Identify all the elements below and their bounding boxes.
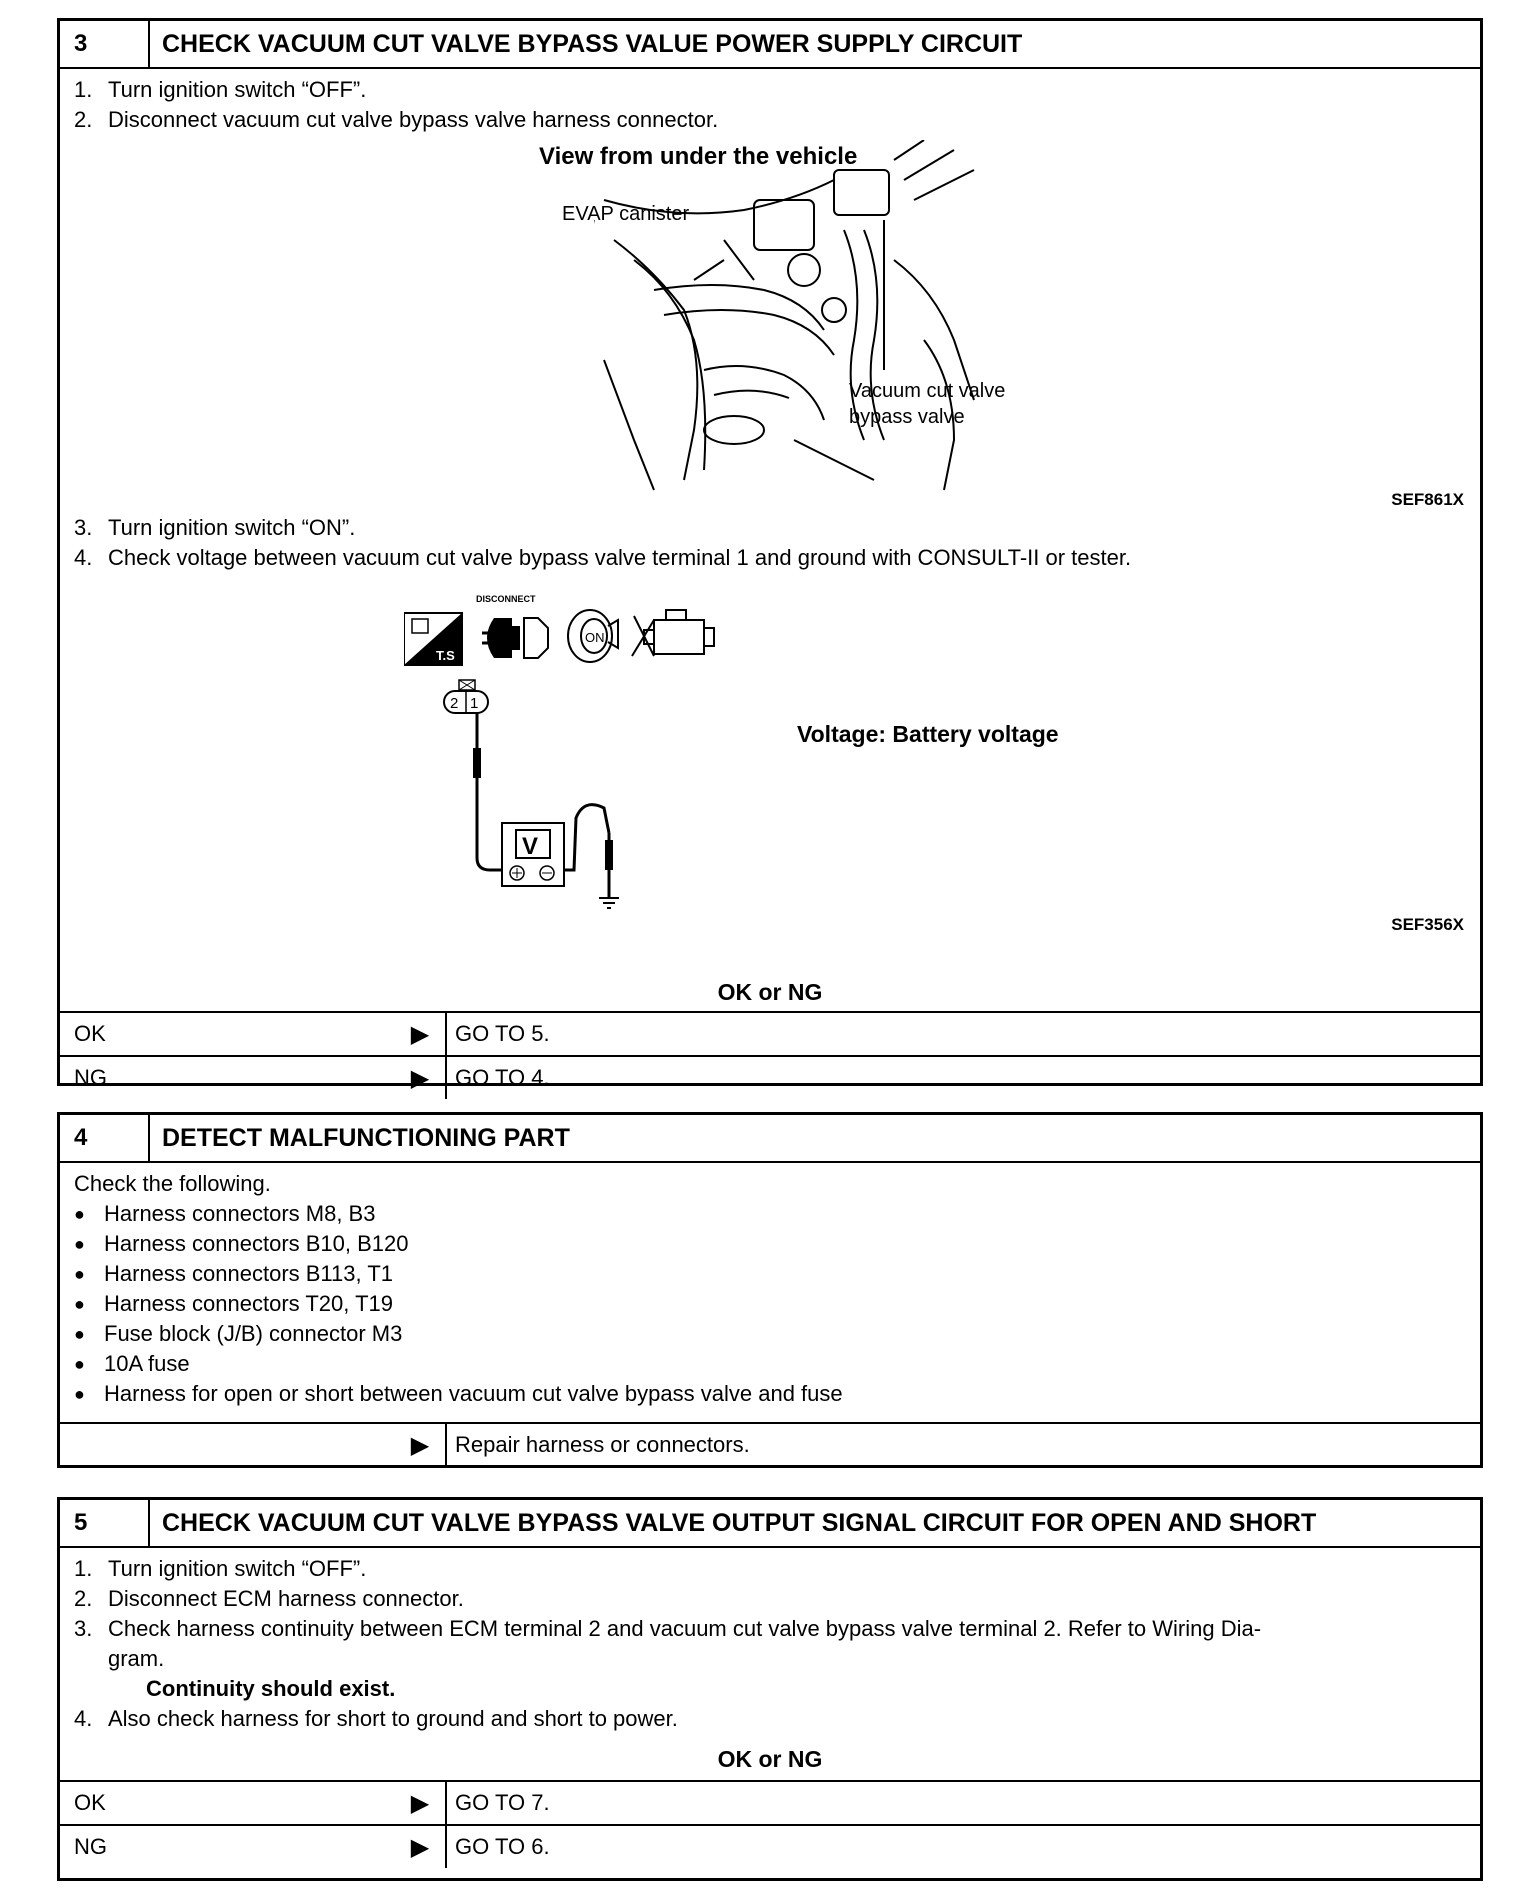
step bbox=[74, 1614, 1480, 1644]
step bbox=[74, 75, 1480, 105]
result-row-ng bbox=[60, 1824, 1480, 1868]
section-title: CHECK VACUUM CUT VALVE BYPASS VALVE OUTPUT SIGNAL CIRCUIT FOR OPEN AND SHORT bbox=[162, 1508, 1317, 1537]
label-vacuum-cut-valve: Vacuum cut valve bbox=[849, 380, 1006, 402]
result-action: GO TO 5. bbox=[445, 1013, 1480, 1055]
section-5 bbox=[57, 1497, 1483, 1881]
section-4 bbox=[57, 1112, 1483, 1468]
section-3-body bbox=[60, 69, 1480, 975]
section-5-body bbox=[60, 1548, 1480, 1738]
arrow-right-icon: ▶ bbox=[410, 1789, 430, 1817]
step-text: Also check harness for short to ground and short to power. bbox=[108, 1706, 678, 1731]
list-item bbox=[74, 1379, 1480, 1409]
step-number: 1. bbox=[74, 1556, 93, 1581]
step-text: Turn ignition switch “OFF”. bbox=[108, 77, 367, 102]
voltage-spec: Voltage: Battery voltage bbox=[797, 721, 1059, 747]
list-item bbox=[74, 1319, 1480, 1349]
item-text: Fuse block (J/B) connector M3 bbox=[104, 1321, 403, 1346]
step-text: Disconnect vacuum cut valve bypass valve harness connector. bbox=[108, 107, 719, 132]
result-label: NG bbox=[74, 1065, 107, 1090]
item-text: 10A fuse bbox=[104, 1351, 190, 1376]
terminal-2: 2 bbox=[450, 695, 459, 712]
section-number: 3 bbox=[60, 21, 150, 67]
list-item bbox=[74, 1259, 1480, 1289]
list-item bbox=[74, 1229, 1480, 1259]
result-action: GO TO 7. bbox=[445, 1782, 1480, 1824]
disconnect-label: DISCONNECT bbox=[476, 594, 536, 604]
step-continuation: gram. bbox=[108, 1646, 165, 1671]
list-item bbox=[74, 1199, 1480, 1229]
harness-connector bbox=[444, 680, 488, 713]
result-label: OK bbox=[74, 1021, 106, 1046]
voltmeter bbox=[502, 823, 564, 886]
label-evap-canister: EVAP canister bbox=[562, 203, 690, 225]
bullet-icon: ● bbox=[74, 1204, 85, 1224]
step-number: 4. bbox=[74, 545, 93, 570]
section-4-body bbox=[60, 1163, 1480, 1422]
figure-caption: View from under the vehicle bbox=[539, 143, 858, 170]
step-number: 2. bbox=[74, 1586, 93, 1611]
section-title: CHECK VACUUM CUT VALVE BYPASS VALUE POWER SUPPLY CIRCUIT bbox=[162, 29, 1023, 58]
step-text: Turn ignition switch “OFF”. bbox=[108, 1556, 367, 1581]
item-text: Harness for open or short between vacuum cut valve bypass valve and fuse bbox=[104, 1381, 843, 1406]
figure-code: SEF356X bbox=[1391, 915, 1464, 934]
bullet-icon: ● bbox=[74, 1384, 85, 1404]
bullet-icon: ● bbox=[74, 1324, 85, 1344]
meter-label: V bbox=[522, 833, 539, 860]
intro-text: Check the following. bbox=[74, 1171, 271, 1196]
section-4-header bbox=[60, 1115, 1480, 1163]
terminal-1: 1 bbox=[470, 695, 479, 712]
section-5-header bbox=[60, 1500, 1480, 1548]
step bbox=[74, 105, 1480, 135]
measurement-diagram bbox=[404, 578, 824, 918]
engine-icon bbox=[632, 610, 714, 656]
figure-code: SEF861X bbox=[1391, 490, 1464, 509]
step-text: Disconnect ECM harness connector. bbox=[108, 1586, 464, 1611]
section-3 bbox=[57, 18, 1483, 1092]
tester-icon bbox=[404, 613, 462, 665]
section-number: 5 bbox=[60, 1500, 150, 1546]
result-action: Repair harness or connectors. bbox=[445, 1424, 1480, 1466]
result-label: NG bbox=[74, 1834, 107, 1859]
section-title: DETECT MALFUNCTIONING PART bbox=[162, 1123, 570, 1152]
step-number: 4. bbox=[74, 1706, 93, 1731]
arrow-right-icon: ▶ bbox=[410, 1020, 430, 1048]
disconnect-icon bbox=[476, 594, 548, 658]
bullet-icon: ● bbox=[74, 1294, 85, 1314]
result-row-ok bbox=[60, 1011, 1480, 1055]
step bbox=[74, 543, 1480, 573]
result-row bbox=[60, 1422, 1480, 1466]
list-item bbox=[74, 1289, 1480, 1319]
bullet-icon: ● bbox=[74, 1354, 85, 1374]
bullet-icon: ● bbox=[74, 1264, 85, 1284]
step-number: 3. bbox=[74, 515, 93, 540]
item-text: Harness connectors B113, T1 bbox=[104, 1261, 394, 1286]
step-number: 1. bbox=[74, 77, 93, 102]
figure-vehicle-underside bbox=[74, 135, 1480, 513]
ignition-on-icon bbox=[568, 610, 618, 662]
ts-label: T.S bbox=[436, 648, 455, 663]
step-number: 2. bbox=[74, 107, 93, 132]
step bbox=[74, 1704, 1480, 1734]
ok-or-ng-label: OK or NG bbox=[717, 979, 823, 1005]
on-label: ON bbox=[585, 630, 605, 645]
item-text: Harness connectors B10, B120 bbox=[104, 1231, 409, 1256]
ok-or-ng-label: OK or NG bbox=[717, 1746, 823, 1772]
bullet-icon: ● bbox=[74, 1234, 85, 1254]
step bbox=[74, 1554, 1480, 1584]
step bbox=[74, 513, 1480, 543]
arrow-right-icon: ▶ bbox=[410, 1833, 430, 1861]
result-action: GO TO 6. bbox=[445, 1826, 1480, 1868]
step-number: 3. bbox=[74, 1616, 93, 1641]
result-row-ng bbox=[60, 1055, 1480, 1099]
step-text: Check harness continuity between ECM terminal 2 and vacuum cut valve bypass valve terminal 2. Refer to Wiring Dia- bbox=[108, 1616, 1262, 1641]
label-bypass-valve: bypass valve bbox=[849, 406, 965, 428]
list-item bbox=[74, 1349, 1480, 1379]
item-text: Harness connectors T20, T19 bbox=[104, 1291, 394, 1316]
step-text: Turn ignition switch “ON”. bbox=[108, 515, 356, 540]
section-3-header bbox=[60, 21, 1480, 69]
result-action: GO TO 4. bbox=[445, 1057, 1480, 1099]
figure-voltage-check bbox=[74, 573, 1480, 943]
arrow-right-icon: ▶ bbox=[410, 1431, 430, 1459]
engine-bay-illustration bbox=[594, 140, 1014, 500]
section-number: 4 bbox=[60, 1115, 150, 1161]
step bbox=[74, 1584, 1480, 1614]
item-text: Harness connectors M8, B3 bbox=[104, 1201, 376, 1226]
continuity-spec: Continuity should exist. bbox=[146, 1676, 396, 1701]
step-text: Check voltage between vacuum cut valve bypass valve terminal 1 and ground with CONSULT-II or tester. bbox=[108, 545, 1132, 570]
result-label: OK bbox=[74, 1790, 106, 1815]
arrow-right-icon: ▶ bbox=[410, 1064, 430, 1092]
result-row-ok bbox=[60, 1780, 1480, 1824]
